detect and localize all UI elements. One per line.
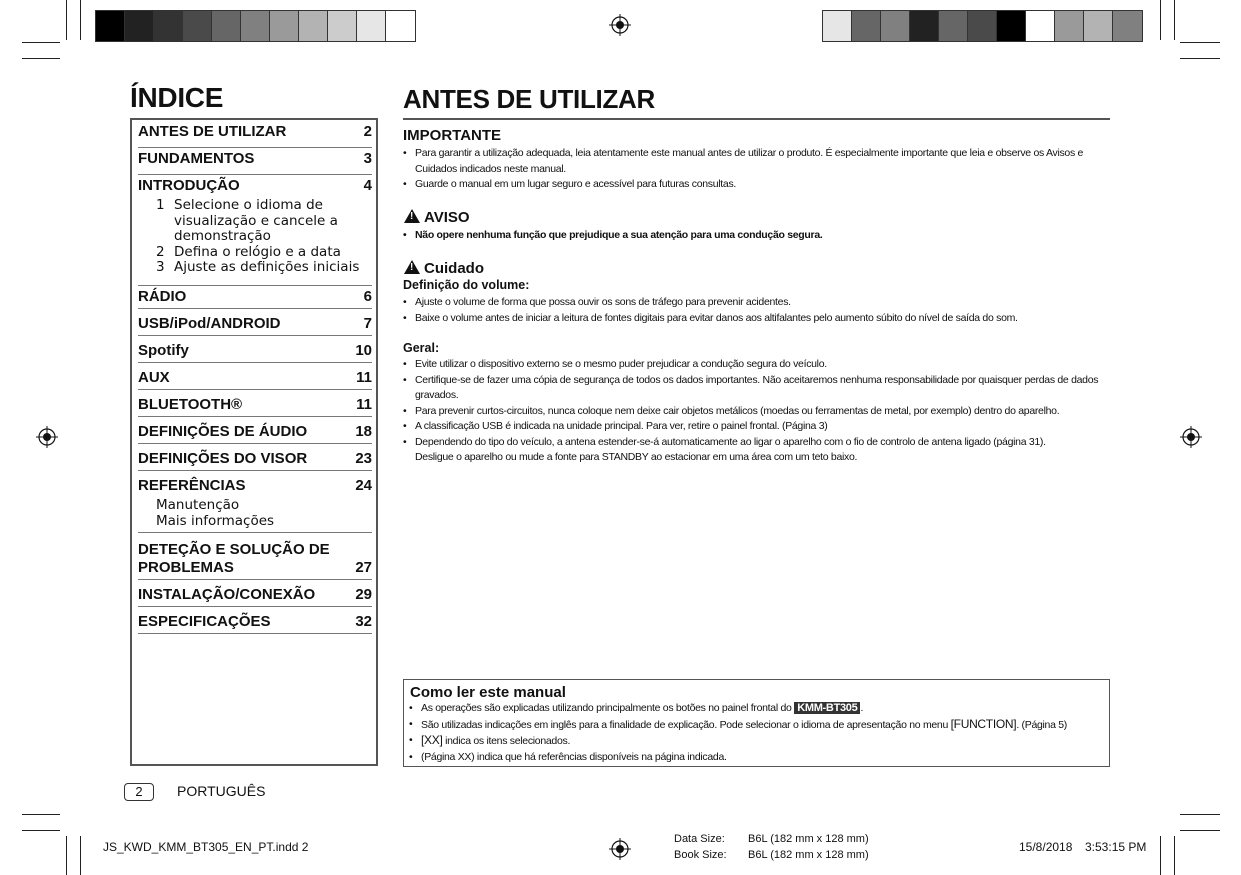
toc-entry[interactable]: REFERÊNCIAS 24: [138, 477, 372, 533]
registration-mark-icon: [1180, 426, 1202, 448]
box-heading: Como ler este manual: [410, 684, 566, 701]
sub-heading: Definição do volume:: [403, 278, 530, 292]
language-label: PORTUGUÊS: [177, 783, 266, 799]
model-tag: KMM-BT305: [794, 702, 860, 714]
geral-list: • Evite utilizar o dispositivo externo se o mesmo puder prejudicar a condução segura do veículo. • Certifique-se de fazer uma cópia de segurança de todos os dados importantes. Não aceitaremos nenhuma responsabilidade por quaisquer perdas de dados gravados. • Para prevenir curtos-circuitos, nunca coloque nem deixe cair objetos metálicos (moedas ou ferramentas de metal, por exemplo) dentro do aparelho. • A classificação USB é indicada na unidade principal. Para ver, retire o painel frontal. (Página 3) • Dependendo do tipo do veículo, a antena estender-se-á automaticamente ao ligar o aparelho com o fio de controlo de antena ligado (página 31). Desligue o aparelho ou mude a fonte para STANDBY ao estacionar em uma área com um teto baixo.: [403, 357, 1110, 466]
volume-list: • Ajuste o volume de forma que possa ouvir os sons de tráfego para prevenir acidentes. • Baixe o volume antes de iniciar a leitura de fontes digitais para evitar danos aos altifalantes pelo aumento súbito do nível de saída do som.: [403, 295, 1110, 326]
book-size-value: B6L (182 mm x 128 mm): [748, 849, 869, 861]
color-swatch: [299, 11, 328, 41]
color-swatch: [939, 11, 968, 41]
color-swatch: [1084, 11, 1113, 41]
color-swatch: [823, 11, 852, 41]
toc-entry[interactable]: DEFINIÇÕES DE ÁUDIO 18: [138, 423, 372, 444]
registration-mark-icon: [609, 838, 631, 860]
registration-mark-icon: [609, 14, 631, 36]
toc-entry[interactable]: BLUETOOTH® 11: [138, 396, 372, 417]
toc-entry[interactable]: RÁDIO 6: [138, 288, 372, 309]
toc-entry[interactable]: DEFINIÇÕES DO VISOR 23: [138, 450, 372, 471]
toc-entry[interactable]: ANTES DE UTILIZAR 2: [138, 123, 372, 148]
title-divider: [403, 118, 1110, 120]
color-swatch: [1055, 11, 1084, 41]
toc-entry[interactable]: INTRODUÇÃO 4: [138, 177, 372, 286]
color-swatch: [1026, 11, 1055, 41]
color-swatch: [125, 11, 154, 41]
color-swatch: [881, 11, 910, 41]
toc-entry[interactable]: USB/iPod/ANDROID 7: [138, 315, 372, 336]
data-size-value: B6L (182 mm x 128 mm): [748, 833, 869, 845]
color-bar-right: [822, 10, 1143, 42]
how-list: • As operações são explicadas utilizando principalmente os botões no painel frontal do KMM-BT305 . • São utilizadas indicações em inglês para a finalidade de explicação. Pode selecionar o idioma de apresentação no menu [FUNCTION]. (Página 5) • [XX] indica os itens selecionados. • (Página XX) indica que há referências disponíveis na página indicada.: [409, 701, 1104, 765]
section-heading: !Cuidado: [404, 260, 484, 277]
book-size-label: Book Size:: [674, 849, 727, 861]
print-date: 15/8/2018: [1019, 840, 1073, 854]
toc-panel: [130, 118, 378, 766]
toc-entry[interactable]: DETEÇÃO E SOLUÇÃO DE PROBLEMAS 27: [138, 541, 372, 580]
color-swatch: [910, 11, 939, 41]
color-swatch: [852, 11, 881, 41]
toc-title: ÍNDICE: [130, 82, 224, 113]
print-time: 3:53:15 PM: [1085, 840, 1147, 854]
toc-entry[interactable]: FUNDAMENTOS 3: [138, 150, 372, 175]
importante-list: • Para garantir a utilização adequada, leia atentamente este manual antes de utilizar o produto. É especialmente importante que leia e observe os Avisos e Cuidados indicados neste manual. • Guarde o manual em um lugar seguro e acessível para futuras consultas.: [403, 146, 1110, 193]
color-swatch: [241, 11, 270, 41]
section-heading: IMPORTANTE: [403, 127, 502, 144]
color-swatch: [1113, 11, 1142, 41]
toc-subentry-list: Manutenção Mais informações: [156, 497, 275, 529]
color-swatch: [328, 11, 357, 41]
registration-mark-icon: [36, 426, 58, 448]
data-size-label: Data Size:: [674, 833, 725, 845]
color-swatch: [997, 11, 1026, 41]
toc-subentry-list: 1 Selecione o idioma de visualização e cancele a demonstração 2 Defina o relógio e a data 3 Ajuste as definições iniciais: [156, 197, 360, 275]
toc-entry[interactable]: Spotify 10: [138, 342, 372, 363]
color-swatch: [212, 11, 241, 41]
toc-entry[interactable]: AUX 11: [138, 369, 372, 390]
aviso-list: • Não opere nenhuma função que prejudique a sua atenção para uma condução segura.: [403, 228, 1110, 244]
page-title: ANTES DE UTILIZAR: [403, 84, 656, 114]
warning-icon: [404, 209, 420, 223]
color-swatch: [96, 11, 125, 41]
color-swatch: [357, 11, 386, 41]
color-swatch: [270, 11, 299, 41]
file-name: JS_KWD_KMM_BT305_EN_PT.indd 2: [103, 840, 309, 854]
section-heading: !AVISO: [404, 209, 470, 226]
page-number: 2: [124, 783, 154, 801]
warning-icon: [404, 260, 420, 274]
color-swatch: [968, 11, 997, 41]
how-to-read-box: [403, 679, 1110, 767]
color-swatch: [183, 11, 212, 41]
sub-heading: Geral:: [403, 341, 440, 355]
color-swatch: [154, 11, 183, 41]
color-bar-left: [95, 10, 416, 42]
color-swatch: [386, 11, 415, 41]
toc-entry[interactable]: ESPECIFICAÇÕES 32: [138, 613, 372, 634]
toc-entry[interactable]: INSTALAÇÃO/CONEXÃO 29: [138, 586, 372, 607]
